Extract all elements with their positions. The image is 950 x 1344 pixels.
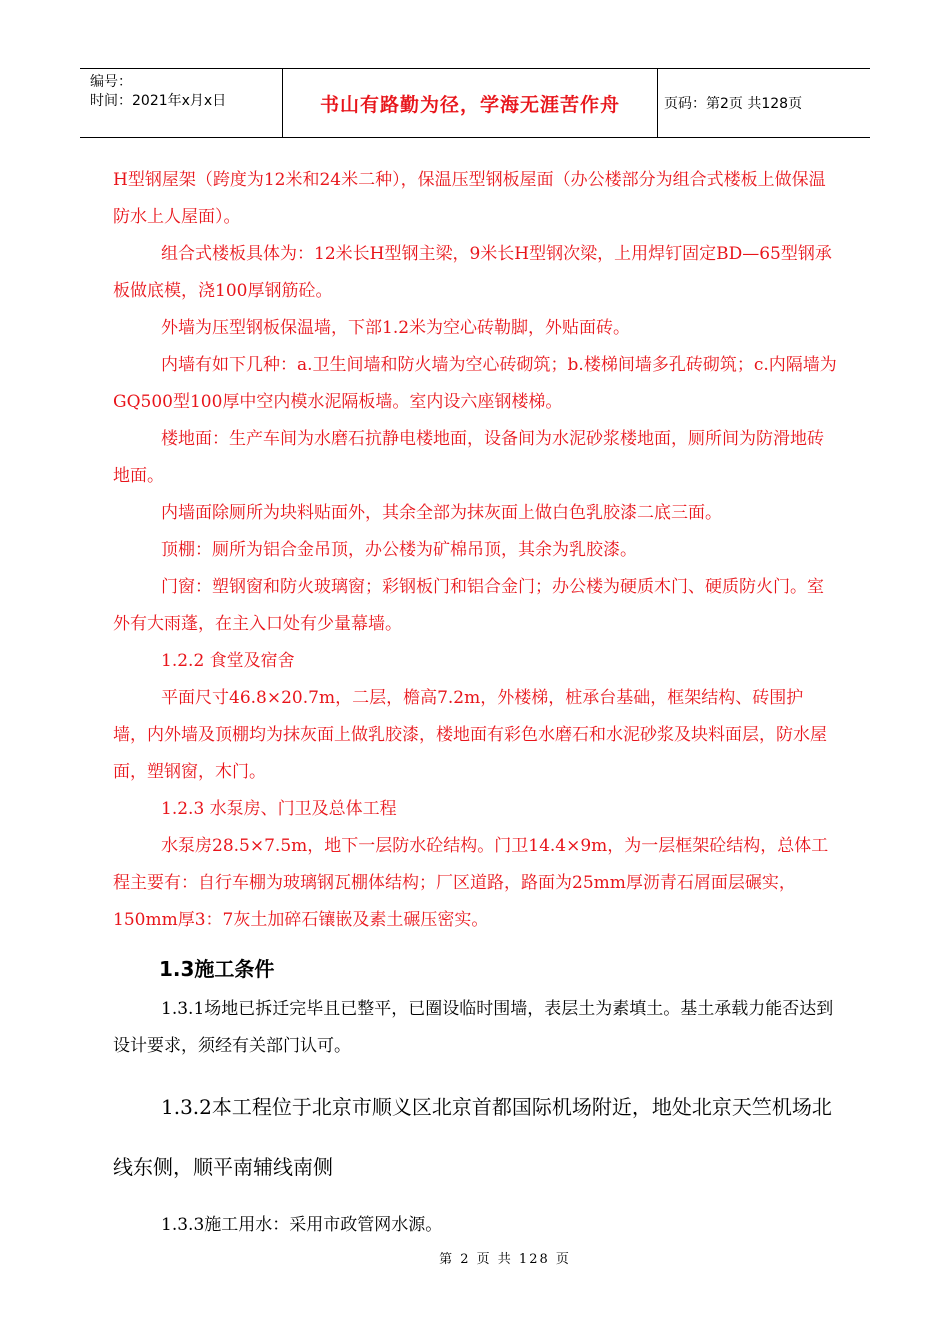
section-heading-1-3: 1.3施工条件 bbox=[159, 957, 275, 981]
paragraph: 1.3.1场地已拆迁完毕且已整平，已圈设临时围墙，表层土为素填土。基土承载力能否达到设计要求，须经有关部门认可。 bbox=[113, 999, 834, 1056]
document-date-label: 时间：2021年x月x日 bbox=[90, 93, 227, 109]
paragraph: 水泵房28.5×7.5m，地下一层防水砼结构。门卫14.4×9m，为一层框架砼结构，总体工程主要有：自行车棚为玻璃钢瓦棚体结构；厂区道路，路面为25mm厚沥青石屑面层碾实，150mm厚3：7灰土加碎石镶嵌及素土碾压密实。 bbox=[113, 836, 829, 930]
header-motto: 书山有路勤为径，学海无涯苦作舟 bbox=[283, 69, 658, 137]
page-footer: 第 2 页 共 128 页 bbox=[439, 1252, 571, 1267]
paragraph: 外墙为压型钢板保温墙，下部1.2米为空心砖勒脚，外贴面砖。 bbox=[161, 318, 631, 338]
page-header bbox=[80, 68, 870, 138]
document-body bbox=[113, 162, 837, 1244]
paragraph: 平面尺寸46.8×20.7m，二层，檐高7.2m，外楼梯，桩承台基础，框架结构、砖围护墙，内外墙及顶棚均为抹灰面上做乳胶漆，楼地面有彩色水磨石和水泥砂浆及块料面层，防水屋面，塑钢窗，木门。 bbox=[113, 688, 827, 782]
paragraph: 1.3.3施工用水：采用市政管网水源。 bbox=[161, 1215, 443, 1235]
header-meta bbox=[80, 69, 283, 137]
document-number-label: 编号： bbox=[90, 74, 132, 90]
section-heading-1-2-2: 1.2.2 食堂及宿舍 bbox=[161, 651, 295, 671]
paragraph: H型钢屋架（跨度为12米和24米二种），保温压型钢板屋面（办公楼部分为组合式楼板上做保温防水上人屋面）。 bbox=[113, 170, 826, 227]
paragraph: 内墙有如下几种：a.卫生间墙和防火墙为空心砖砌筑；b.楼梯间墙多孔砖砌筑；c.内隔墙为GQ500型100厚中空内模水泥隔板墙。室内设六座钢楼梯。 bbox=[113, 355, 837, 412]
paragraph: 门窗：塑钢窗和防火玻璃窗；彩钢板门和铝合金门；办公楼为硬质木门、硬质防火门。室外有大雨蓬，在主入口处有少量幕墙。 bbox=[113, 577, 824, 634]
paragraph: 组合式楼板具体为：12米长H型钢主梁，9米长H型钢次梁，上用焊钉固定BD—65型钢承板做底模，浇100厚钢筋砼。 bbox=[113, 244, 832, 301]
paragraph: 内墙面除厕所为块料贴面外，其余全部为抹灰面上做白色乳胶漆二底三面。 bbox=[161, 503, 722, 523]
paragraph: 顶棚：厕所为铝合金吊顶，办公楼为矿棉吊顶，其余为乳胶漆。 bbox=[161, 540, 637, 560]
paragraph: 楼地面：生产车间为水磨石抗静电楼地面，设备间为水泥砂浆楼地面，厕所间为防滑地砖地面。 bbox=[113, 429, 824, 486]
section-heading-1-2-3: 1.2.3 水泵房、门卫及总体工程 bbox=[161, 799, 397, 819]
header-page-number: 页码：第2页 共128页 bbox=[664, 96, 803, 112]
paragraph: 1.3.2本工程位于北京市顺义区北京首都国际机场附近，地处北京天竺机场北线东侧，顺平南辅线南侧 bbox=[113, 1095, 832, 1179]
